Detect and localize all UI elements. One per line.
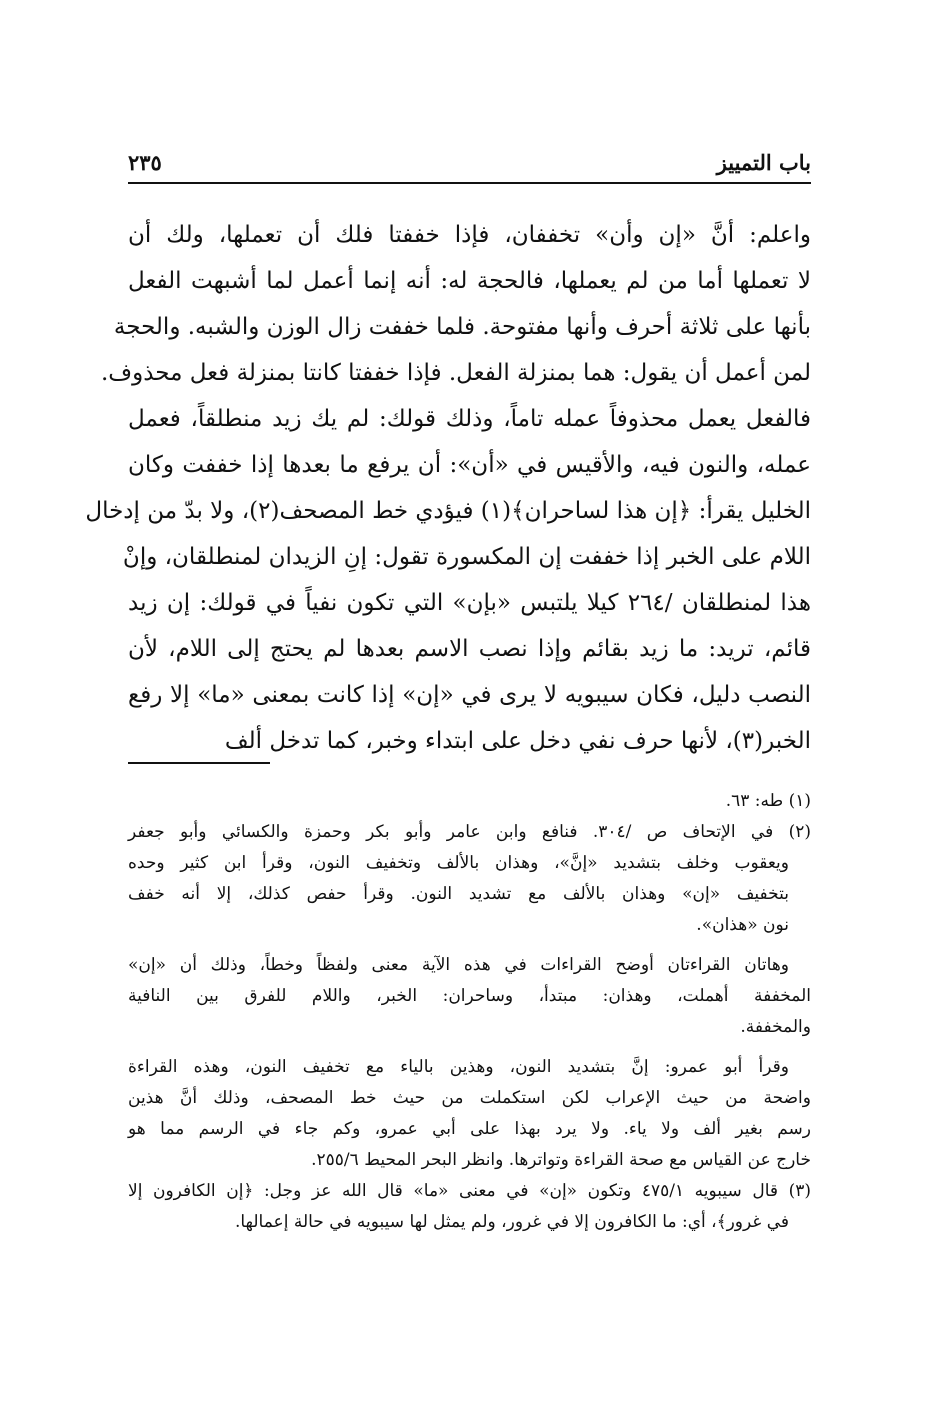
body-line: بأنها على ثلاثة أحرف وأنها مفتوحة. فلما خففت زال الوزن والشبه. والحجة: [113, 314, 811, 340]
body-line: النصب دليل، فكان سيبويه لا يرى في «إن» إذا كانت بمعنى «ما» إلا رفع: [128, 682, 811, 708]
footnote-3-line: (٣) قال سيبويه ٤٧٥/١ وتكون «إن» في معنى «ما» قال الله عز وجل: ﴿إن الكافرون إلا: [128, 1181, 811, 1201]
footnote-2-line: نون «هذان».: [696, 915, 789, 935]
footnote-2-line: بتخفيف «إن» وهذان بالألف مع تشديد النون. وقرأ حفص كذلك، إلا أنه خفف: [128, 884, 789, 904]
footnote-3-line: في غرور﴾، أي: ما الكافرون إلا في غرور، ولم يمثل لها سيبويه في حالة إعمالها.: [234, 1212, 789, 1232]
body-line: قائم، تريد: ما زيد بقائم وإذا نصب الاسم بعدها لم يحتج إلى اللام، لأن: [128, 636, 811, 662]
footnote-2-paragraph-line: وقرأ أبو عمرو: إنَّ بتشديد النون، وهذين بالياء مع تخفيف النون، وهذه القراءة: [128, 1057, 789, 1077]
body-line: لا تعملها أما من لم يعملها، فالحجة له: أنه إنما أعمل لما أشبهت الفعل: [128, 268, 811, 294]
footnotes-section: [128, 786, 811, 1238]
page-header: [128, 148, 811, 184]
page-number: ٢٣٥: [128, 150, 162, 175]
body-line: الخليل يقرأ: ﴿إن هذا لساحران﴾(١) فيؤدي خط المصحف(٢)، ولا بدّ من إدخال: [85, 498, 811, 524]
body-line: عمله، والنون فيه، والأقيس في «أن»: أن يرفع ما بعدها إذا خففت وكان: [128, 452, 811, 478]
footnote-2-line: (٢) في الإتحاف ص /٣٠٤. فنافع وابن عامر وأبو بكر وحمزة والكسائي وأبو جعفر: [128, 822, 811, 842]
footnote-2-paragraph-line: والمخففة.: [740, 1017, 811, 1037]
body-line: واعلم: أنَّ «إن وأن» تخففان، فإذا خففتا فلك أن تعملها، ولك أن: [128, 222, 811, 248]
footnote-2-paragraph-line: وهاتان القراءتان أوضح القراءات في هذه الآية معنى ولفظاً وخطاً، وذلك أن «إن»: [128, 955, 789, 975]
footnote-separator: [128, 762, 270, 764]
footnote-2-paragraph-line: واضحة من حيث الإعراب لكن استكملت من حيث خط المصحف، وذلك أنَّ هذين: [128, 1088, 811, 1108]
body-line: هذا لمنطلقان /٢٦٤ كيلا يلتبس «بإن» التي تكون نفياً في قولك: إن زيد: [128, 590, 811, 616]
running-header-title: باب التمييز: [716, 150, 811, 175]
body-line: فالفعل يعمل محذوفاً عمله تاماً، وذلك قولك: لم يك زيد منطلقاً، فعمل: [128, 406, 811, 432]
footnote-2-line: ويعقوب وخلف بتشديد «إنَّ»، وهذان بالألف وتخفيف النون، وقرأ ابن كثير وحده: [128, 853, 789, 873]
body-line: الخبر(٣)، لأنها حرف نفي دخل على ابتداء وخبر، كما تدخل ألف: [224, 728, 811, 754]
footnote-2-paragraph-line: رسم بغير ألف ولا ياء. ولا يرد بهذا على أبي عمرو، وكم جاء في الرسم مما هو: [128, 1119, 811, 1139]
footnote-2-paragraph-line: المخففة أهملت، وهذان: مبتدأ، وساحران: الخبر، واللام للفرق بين النافية: [128, 986, 811, 1006]
main-body-text: [85, 212, 811, 764]
body-line: لمن أعمل أن يقول: هما بمنزلة الفعل. فإذا خففتا كانتا بمنزلة فعل محذوف.: [100, 360, 811, 386]
footnote-1-line: (١) طه: ٦٣.: [725, 791, 811, 811]
body-line: اللام على الخبر إذا خففت إن المكسورة تقول: إنِ الزيدان لمنطلقان، وإنْ: [122, 544, 811, 570]
footnote-2-paragraph-line: خارج عن القياس مع صحة القراءة وتواترها. وانظر البحر المحيط ٢٥٥/٦.: [311, 1150, 811, 1170]
